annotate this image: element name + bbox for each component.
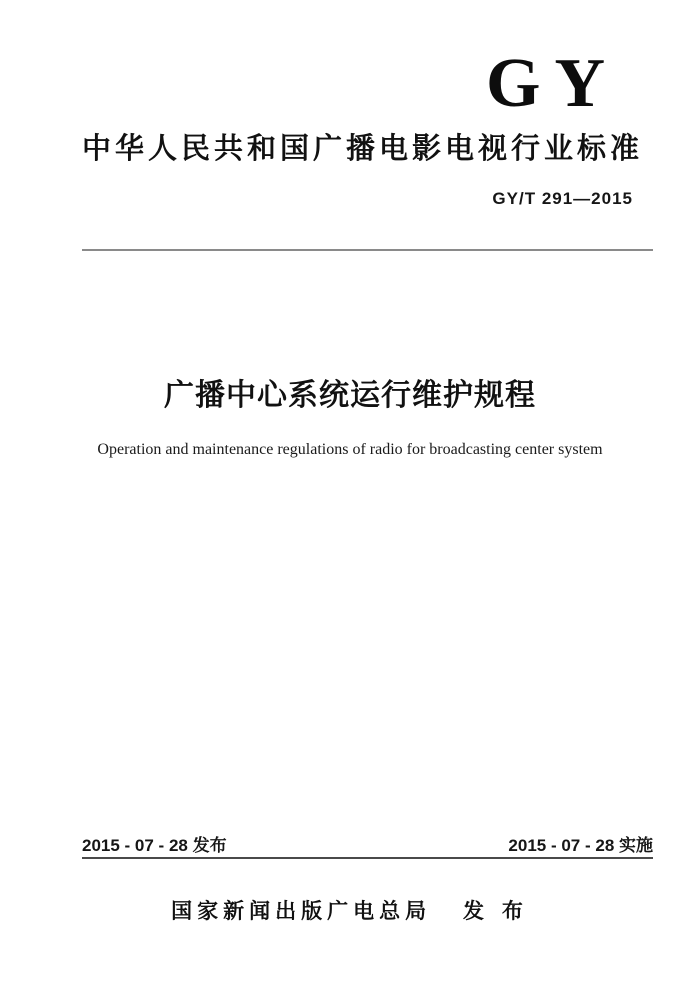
footer-divider-rule: [82, 857, 653, 859]
publish-label: 发 布: [463, 900, 529, 923]
standard-header-title: 中华人民共和国广播电影电视行业标准: [82, 133, 644, 165]
publisher-row: [0, 900, 700, 923]
standard-number: GY/T 291—2015: [492, 189, 633, 208]
header-divider-rule: [82, 249, 653, 251]
publisher-name: 国家新闻出版广电总局: [171, 900, 432, 923]
implementation-date: 2015 - 07 - 28 实施: [508, 836, 653, 855]
document-title-chinese: 广播中心系统运行维护规程: [164, 379, 536, 412]
gy-logo: GY: [486, 45, 619, 122]
issue-date: 2015 - 07 - 28 发布: [82, 836, 227, 855]
document-title-english: Operation and maintenance regulations of radio for broadcasting center system: [97, 441, 603, 458]
dates-row: [82, 836, 653, 856]
